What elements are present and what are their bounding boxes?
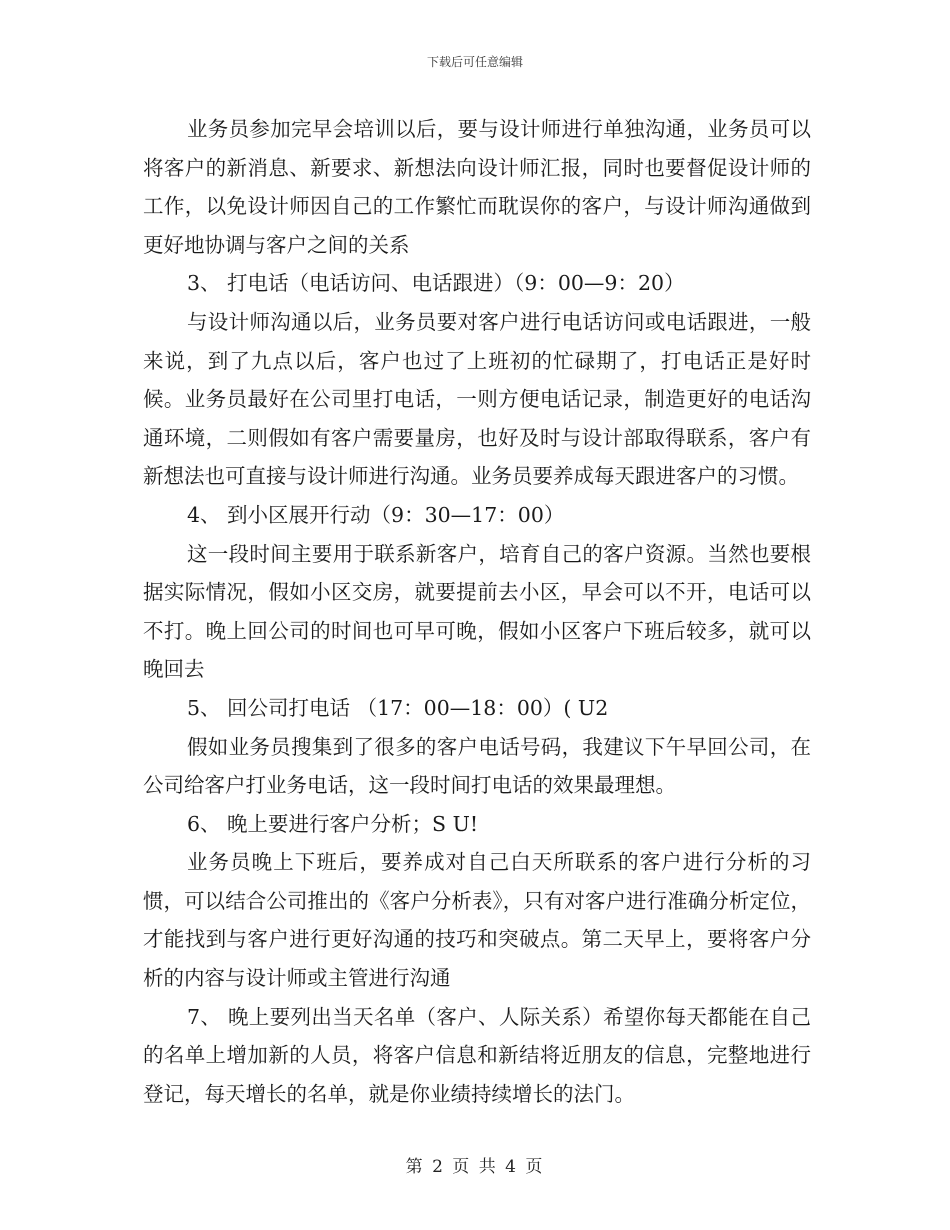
section-heading-3: 3、 打电话（电话访问、电话跟进）（9：00—9：20） <box>187 271 685 296</box>
paragraph-daily-list: 7、 晚上要列出当天名单（客户、人际关系）希望你每天都能在自己的名单上增加新的人员，将客户信息和新结将近朋友的信息，完整地进行登记，每天增长的名单，就是你业绩持续增长的法门。 <box>143 1004 811 1106</box>
section-heading-4: 4、 到小区展开行动（9：30—17：00） <box>187 502 565 527</box>
document-body <box>143 110 811 1113</box>
paragraph-community-action: 这一段时间主要用于联系新客户，培育自己的客户资源。当然也要根据实际情况，假如小区交房，就要提前去小区，早会可以不开，电话可以不打。晚上回公司的时间也可早可晚，假如小区客户下班后较多，就可以晚回去 <box>143 541 811 682</box>
page-number-footer: 第 2 页 共 4 页 <box>405 1157 545 1177</box>
paragraph-designer-communication: 业务员参加完早会培训以后，要与设计师进行单独沟通，业务员可以将客户的新消息、新要求、新想法向设计师汇报，同时也要督促设计师的工作，以免设计师因自己的工作繁忙而耽误你的客户，与设计师沟通做到更好地协调与客户之间的关系 <box>143 117 811 257</box>
section-heading-5: 5、 回公司打电话 （17：00—18：00）( U2 <box>187 695 609 720</box>
page-header: 下载后可任意编辑 <box>426 55 523 69</box>
section-heading-6: 6、 晚上要进行客户分析；S U! <box>187 811 479 836</box>
paragraph-phone-followup: 与设计师沟通以后，业务员要对客户进行电话访问或电话跟进，一般来说，到了九点以后，客户也过了上班初的忙碌期了，打电话正是好时候。业务员最好在公司里打电话，一则方便电话记录，制造更好的电话沟通环境，二则假如有客户需要量房，也好及时与设计部取得联系，客户有新想法也可直接与设计师进行沟通。业务员要养成每天跟进客户的习惯。 <box>143 309 811 489</box>
paragraph-customer-analysis: 业务员晚上下班后，要养成对自己白天所联系的客户进行分析的习惯，可以结合公司推出的《客户分析表》，只有对客户进行准确分析定位，才能找到与客户进行更好沟通的技巧和突破点。第二天早上，要将客户分析的内容与设计师或主管进行沟通 <box>143 850 811 991</box>
paragraph-office-calls: 假如业务员搜集到了很多的客户电话号码，我建议下午早回公司，在公司给客户打业务电话，这一段时间打电话的效果最理想。 <box>143 734 811 798</box>
